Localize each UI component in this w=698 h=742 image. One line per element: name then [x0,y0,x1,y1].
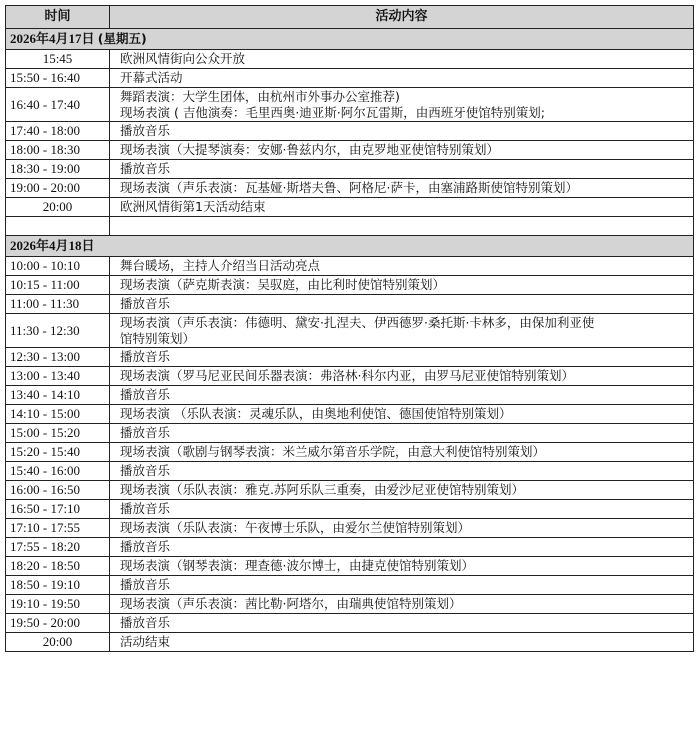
activity-line: 欧洲风情街第1天活动结束 [120,199,266,214]
day-date: 2026年4月18日 [10,238,95,253]
table-row [6,443,694,462]
table-row [6,348,694,367]
activity-cell [110,179,694,198]
activity-line: 舞蹈表演：大学生团体，由杭州市外事办公室推荐) [120,88,400,104]
activity-cell [110,295,694,314]
activity-cell [110,519,694,538]
time-cell: 15:45 [6,50,110,69]
day-header [6,29,694,50]
table-row [6,198,694,217]
content-column-header: 活动内容 [110,6,694,29]
schedule-table [5,5,694,652]
time-cell: 16:50 - 17:10 [6,500,110,519]
table-row [6,405,694,424]
activity-line: 馆特别策划） [120,330,196,346]
activity-line: 现场表演 ( 吉他演奏：毛里西奥·迪亚斯·阿尔瓦雷斯，由西班牙使馆特别策划; [120,104,545,120]
activity-cell [110,88,694,122]
activity-line: 现场表演（罗马尼亚民间乐器表演：弗洛林·科尔内亚，由罗马尼亚使馆特别策划） [120,368,574,383]
table-row [6,481,694,500]
activity-line: 播放音乐 [120,296,171,311]
activity-cell [110,217,694,236]
activity-line [120,218,689,234]
activity-line: 播放音乐 [120,615,171,630]
time-cell: 17:40 - 18:00 [6,122,110,141]
table-row [6,50,694,69]
table-row [6,595,694,614]
activity-cell [110,443,694,462]
table-row [6,367,694,386]
activity-cell [110,198,694,217]
activity-line: 现场表演（乐队表演：雅克.苏阿乐队三重奏，由爱沙尼亚使馆特别策划） [120,482,524,497]
day-date: 2026年4月17日 [10,31,95,46]
time-cell: 13:40 - 14:10 [6,386,110,405]
activity-cell [110,405,694,424]
activity-cell [110,122,694,141]
time-cell [6,217,110,236]
table-row [6,576,694,595]
table-row [6,69,694,88]
activity-cell [110,314,694,348]
activity-cell [110,367,694,386]
activity-line: 播放音乐 [120,425,171,440]
time-column-header: 时间 [6,6,110,29]
table-row [6,179,694,198]
time-cell: 18:30 - 19:00 [6,160,110,179]
time-cell: 15:40 - 16:00 [6,462,110,481]
table-row [6,314,694,348]
time-cell: 11:30 - 12:30 [6,314,110,348]
activity-line: 播放音乐 [120,387,171,402]
activity-cell [110,69,694,88]
activity-cell [110,160,694,179]
table-row [6,633,694,652]
time-cell: 19:10 - 19:50 [6,595,110,614]
time-cell: 18:20 - 18:50 [6,557,110,576]
table-row [6,141,694,160]
table-row [6,88,694,122]
activity-cell [110,424,694,443]
activity-line: 现场表演（乐队表演：午夜博士乐队，由爱尔兰使馆特别策划） [120,520,471,535]
time-cell: 10:00 - 10:10 [6,257,110,276]
table-row [6,614,694,633]
table-row [6,500,694,519]
activity-cell [110,348,694,367]
activity-line: 现场表演 （乐队表演：灵魂乐队，由奥地利使馆、德国使馆特别策划） [120,406,512,421]
activity-line: 播放音乐 [120,123,171,138]
activity-cell [110,276,694,295]
activity-cell [110,614,694,633]
time-cell: 16:40 - 17:40 [6,88,110,122]
time-cell: 16:00 - 16:50 [6,481,110,500]
time-cell: 15:20 - 15:40 [6,443,110,462]
table-row [6,295,694,314]
table-row [6,519,694,538]
schedule-body [6,29,694,652]
activity-cell [110,576,694,595]
time-cell: 14:10 - 15:00 [6,405,110,424]
activity-line: 现场表演（声乐表演：茜比勒·阿塔尔，由瑞典使馆特别策划） [120,596,462,611]
table-row [6,160,694,179]
activity-line: 现场表演（声乐表演：瓦基娅·斯塔夫鲁、阿格尼·萨卡，由塞浦路斯使馆特别策划） [120,180,578,195]
activity-line: 播放音乐 [120,501,171,516]
activity-cell [110,595,694,614]
activity-cell [110,386,694,405]
activity-cell [110,633,694,652]
time-cell: 17:10 - 17:55 [6,519,110,538]
activity-line: 现场表演（萨克斯表演：吴驭庭，由比利时使馆特别策划） [120,277,446,292]
table-row [6,257,694,276]
table-row [6,538,694,557]
time-cell: 11:00 - 11:30 [6,295,110,314]
activity-line: 播放音乐 [120,161,171,176]
activity-line: 现场表演（大提琴演奏：安娜·鲁兹内尔，由克罗地亚使馆特别策划） [120,142,499,157]
activity-line: 活动结束 [120,634,171,649]
day-weekday: (星期五) [97,31,147,46]
time-cell: 15:50 - 16:40 [6,69,110,88]
table-row [6,122,694,141]
activity-cell [110,481,694,500]
time-cell: 18:00 - 18:30 [6,141,110,160]
activity-line: 播放音乐 [120,539,171,554]
day-header [6,236,694,257]
activity-line: 欧洲风情街向公众开放 [120,51,246,66]
activity-line: 播放音乐 [120,349,171,364]
activity-line: 播放音乐 [120,577,171,592]
activity-cell [110,462,694,481]
activity-cell [110,50,694,69]
day-header-row [6,236,694,257]
time-cell: 15:00 - 15:20 [6,424,110,443]
activity-line: 现场表演（钢琴表演：理查德·波尔博士，由捷克使馆特别策划） [120,558,474,573]
table-row [6,557,694,576]
header-row [6,6,694,29]
activity-line: 现场表演（声乐表演：伟德明、黛安·扎涅夫、伊西德罗·桑托斯·卡林多，由保加利亚使 [120,314,595,330]
time-cell: 17:55 - 18:20 [6,538,110,557]
activity-cell [110,500,694,519]
time-cell: 12:30 - 13:00 [6,348,110,367]
activity-line: 播放音乐 [120,463,171,478]
activity-line: 舞台暖场，主持人介绍当日活动亮点 [120,258,321,273]
activity-line: 现场表演（歌剧与钢琴表演：米兰威尔第音乐学院，由意大利使馆特别策划） [120,444,546,459]
table-row [6,462,694,481]
activity-cell [110,141,694,160]
table-row [6,386,694,405]
table-row [6,424,694,443]
activity-cell [110,538,694,557]
activity-cell [110,257,694,276]
time-cell: 10:15 - 11:00 [6,276,110,295]
activity-line: 开幕式活动 [120,70,183,85]
table-row [6,276,694,295]
day-header-row [6,29,694,50]
time-cell: 13:00 - 13:40 [6,367,110,386]
activity-cell [110,557,694,576]
time-cell: 20:00 [6,633,110,652]
table-row [6,217,694,236]
time-cell: 18:50 - 19:10 [6,576,110,595]
time-cell: 19:50 - 20:00 [6,614,110,633]
time-cell: 19:00 - 20:00 [6,179,110,198]
time-cell: 20:00 [6,198,110,217]
